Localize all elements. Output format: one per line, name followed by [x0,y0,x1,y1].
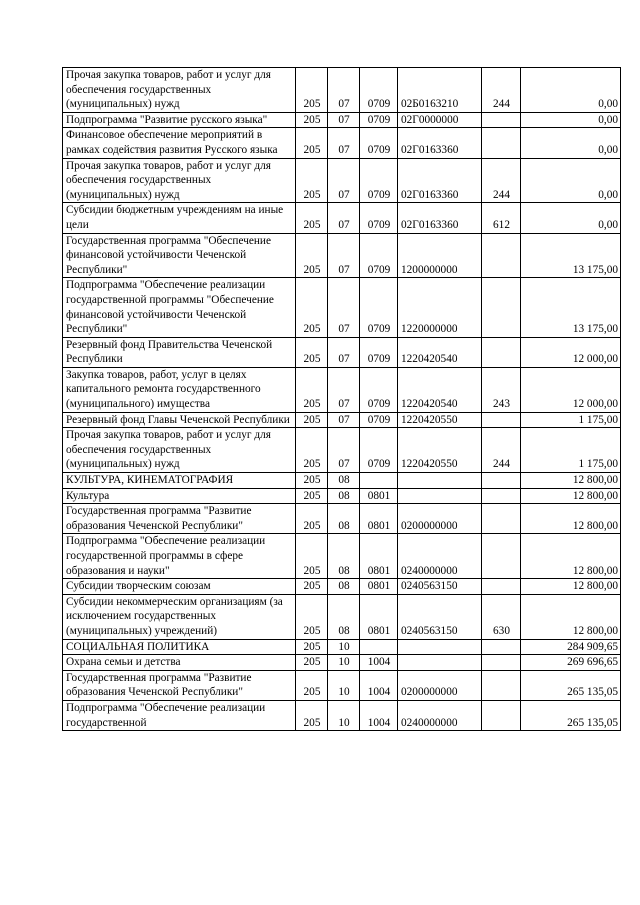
dept-code: 205 [296,428,328,473]
dept-code: 205 [296,412,328,428]
section-code: 07 [328,203,360,233]
item-name: Подпрограмма "Обеспечение реализации государственной программы "Обеспечение финансовой устойчивости Чеченской Республики" [63,278,296,337]
subsection-code: 1004 [360,700,398,730]
target-article-code: 1200000000 [398,233,482,278]
subsection-code: 0801 [360,594,398,639]
subsection-code: 0709 [360,128,398,158]
amount: 0,00 [521,158,621,203]
target-article-code: 1220420540 [398,337,482,367]
dept-code: 205 [296,233,328,278]
subsection-code: 0709 [360,233,398,278]
dept-code: 205 [296,670,328,700]
amount: 269 696,65 [521,655,621,671]
section-code: 10 [328,670,360,700]
dept-code: 205 [296,579,328,595]
expense-type-code [482,473,521,489]
item-name: Прочая закупка товаров, работ и услуг для обеспечения государственных (муниципальных) нужд [63,68,296,113]
table-row [63,655,621,671]
table-row [63,534,621,579]
expense-type-code [482,488,521,504]
section-code: 07 [328,337,360,367]
subsection-code: 0709 [360,337,398,367]
section-code: 07 [328,233,360,278]
target-article-code: 02Г0163360 [398,203,482,233]
target-article-code: 02Г0000000 [398,112,482,128]
item-name: Государственная программа "Развитие образования Чеченской Республики" [63,504,296,534]
table-row [63,670,621,700]
subsection-code: 1004 [360,655,398,671]
amount: 0,00 [521,112,621,128]
amount: 13 175,00 [521,278,621,337]
subsection-code: 0801 [360,504,398,534]
target-article-code [398,473,482,489]
dept-code: 205 [296,655,328,671]
table-row [63,68,621,113]
table-body [63,68,621,731]
table-row [63,278,621,337]
expense-type-code [482,278,521,337]
item-name: Субсидии некоммерческим организациям (за исключением государственных (муниципальных) учреждений) [63,594,296,639]
expense-type-code: 243 [482,367,521,412]
amount: 0,00 [521,128,621,158]
item-name: Подпрограмма "Развитие русского языка" [63,112,296,128]
dept-code: 205 [296,473,328,489]
amount: 12 800,00 [521,473,621,489]
expense-type-code [482,700,521,730]
target-article-code: 1220420550 [398,412,482,428]
table-row [63,579,621,595]
table-row [63,412,621,428]
target-article-code [398,488,482,504]
subsection-code: 0709 [360,367,398,412]
amount: 1 175,00 [521,428,621,473]
dept-code: 205 [296,534,328,579]
table-row [63,428,621,473]
expense-type-code [482,639,521,655]
target-article-code: 1220420540 [398,367,482,412]
target-article-code: 0240000000 [398,700,482,730]
expense-type-code: 630 [482,594,521,639]
item-name: Культура [63,488,296,504]
expense-type-code [482,534,521,579]
expense-type-code [482,412,521,428]
section-code: 08 [328,534,360,579]
target-article-code: 02Г0163360 [398,128,482,158]
table-row [63,158,621,203]
dept-code: 205 [296,337,328,367]
subsection-code: 0709 [360,112,398,128]
item-name: Субсидии бюджетным учреждениям на иные цели [63,203,296,233]
table-row [63,337,621,367]
expense-type-code: 612 [482,203,521,233]
target-article-code: 02Г0163360 [398,158,482,203]
section-code: 08 [328,579,360,595]
expense-type-code: 244 [482,158,521,203]
item-name: Государственная программа "Обеспечение финансовой устойчивости Чеченской Республики" [63,233,296,278]
expense-type-code [482,670,521,700]
dept-code: 205 [296,112,328,128]
table-row [63,203,621,233]
section-code: 07 [328,367,360,412]
amount: 0,00 [521,68,621,113]
amount: 0,00 [521,203,621,233]
amount: 13 175,00 [521,233,621,278]
expense-type-code [482,655,521,671]
subsection-code: 0801 [360,488,398,504]
subsection-code: 0709 [360,428,398,473]
target-article-code [398,639,482,655]
dept-code: 205 [296,278,328,337]
section-code: 08 [328,504,360,534]
table-row [63,639,621,655]
table-row [63,594,621,639]
expense-type-code [482,128,521,158]
dept-code: 205 [296,128,328,158]
amount: 265 135,05 [521,670,621,700]
subsection-code: 0801 [360,534,398,579]
target-article-code: 0240000000 [398,534,482,579]
dept-code: 205 [296,504,328,534]
dept-code: 205 [296,68,328,113]
section-code: 08 [328,594,360,639]
dept-code: 205 [296,488,328,504]
subsection-code: 1004 [360,670,398,700]
item-name: Финансовое обеспечение мероприятий в рамках содействия развития Русского языка [63,128,296,158]
expense-type-code [482,579,521,595]
dept-code: 205 [296,158,328,203]
section-code: 08 [328,488,360,504]
item-name: КУЛЬТУРА, КИНЕМАТОГРАФИЯ [63,473,296,489]
section-code: 07 [328,158,360,203]
dept-code: 205 [296,700,328,730]
amount: 12 800,00 [521,488,621,504]
table-row [63,488,621,504]
subsection-code: 0709 [360,278,398,337]
target-article-code [398,655,482,671]
target-article-code: 02Б0163210 [398,68,482,113]
dept-code: 205 [296,203,328,233]
table-row [63,504,621,534]
section-code: 10 [328,700,360,730]
target-article-code: 0240563150 [398,579,482,595]
target-article-code: 0200000000 [398,670,482,700]
subsection-code: 0709 [360,203,398,233]
expense-type-code: 244 [482,428,521,473]
item-name: Закупка товаров, работ, услуг в целях капитального ремонта государственного (муниципального) имущества [63,367,296,412]
amount: 284 909,65 [521,639,621,655]
table-row [63,367,621,412]
target-article-code: 0200000000 [398,504,482,534]
target-article-code: 1220000000 [398,278,482,337]
expense-type-code: 244 [482,68,521,113]
table-row [63,128,621,158]
section-code: 07 [328,128,360,158]
subsection-code: 0801 [360,579,398,595]
table-row [63,112,621,128]
item-name: Подпрограмма "Обеспечение реализации государственной [63,700,296,730]
section-code: 08 [328,473,360,489]
section-code: 10 [328,639,360,655]
amount: 12 000,00 [521,337,621,367]
section-code: 07 [328,278,360,337]
table-row [63,233,621,278]
dept-code: 205 [296,639,328,655]
dept-code: 205 [296,594,328,639]
item-name: СОЦИАЛЬНАЯ ПОЛИТИКА [63,639,296,655]
expense-type-code [482,504,521,534]
item-name: Субсидии творческим союзам [63,579,296,595]
section-code: 07 [328,68,360,113]
expense-type-code [482,337,521,367]
subsection-code [360,473,398,489]
amount: 12 800,00 [521,579,621,595]
section-code: 07 [328,428,360,473]
target-article-code: 1220420550 [398,428,482,473]
item-name: Прочая закупка товаров, работ и услуг для обеспечения государственных (муниципальных) нужд [63,158,296,203]
dept-code: 205 [296,367,328,412]
subsection-code [360,639,398,655]
item-name: Государственная программа "Развитие образования Чеченской Республики" [63,670,296,700]
item-name: Резервный фонд Главы Чеченской Республики [63,412,296,428]
amount: 12 800,00 [521,594,621,639]
item-name: Охрана семьи и детства [63,655,296,671]
item-name: Прочая закупка товаров, работ и услуг для обеспечения государственных (муниципальных) нужд [63,428,296,473]
target-article-code: 0240563150 [398,594,482,639]
item-name: Подпрограмма "Обеспечение реализации государственной программы в сфере образования и науки" [63,534,296,579]
section-code: 07 [328,112,360,128]
expense-type-code [482,233,521,278]
subsection-code: 0709 [360,158,398,203]
item-name: Резервный фонд Правительства Чеченской Республики [63,337,296,367]
budget-table [62,67,621,731]
amount: 1 175,00 [521,412,621,428]
amount: 265 135,05 [521,700,621,730]
amount: 12 000,00 [521,367,621,412]
section-code: 10 [328,655,360,671]
subsection-code: 0709 [360,68,398,113]
amount: 12 800,00 [521,534,621,579]
subsection-code: 0709 [360,412,398,428]
amount: 12 800,00 [521,504,621,534]
section-code: 07 [328,412,360,428]
expense-type-code [482,112,521,128]
table-row [63,700,621,730]
table-row [63,473,621,489]
